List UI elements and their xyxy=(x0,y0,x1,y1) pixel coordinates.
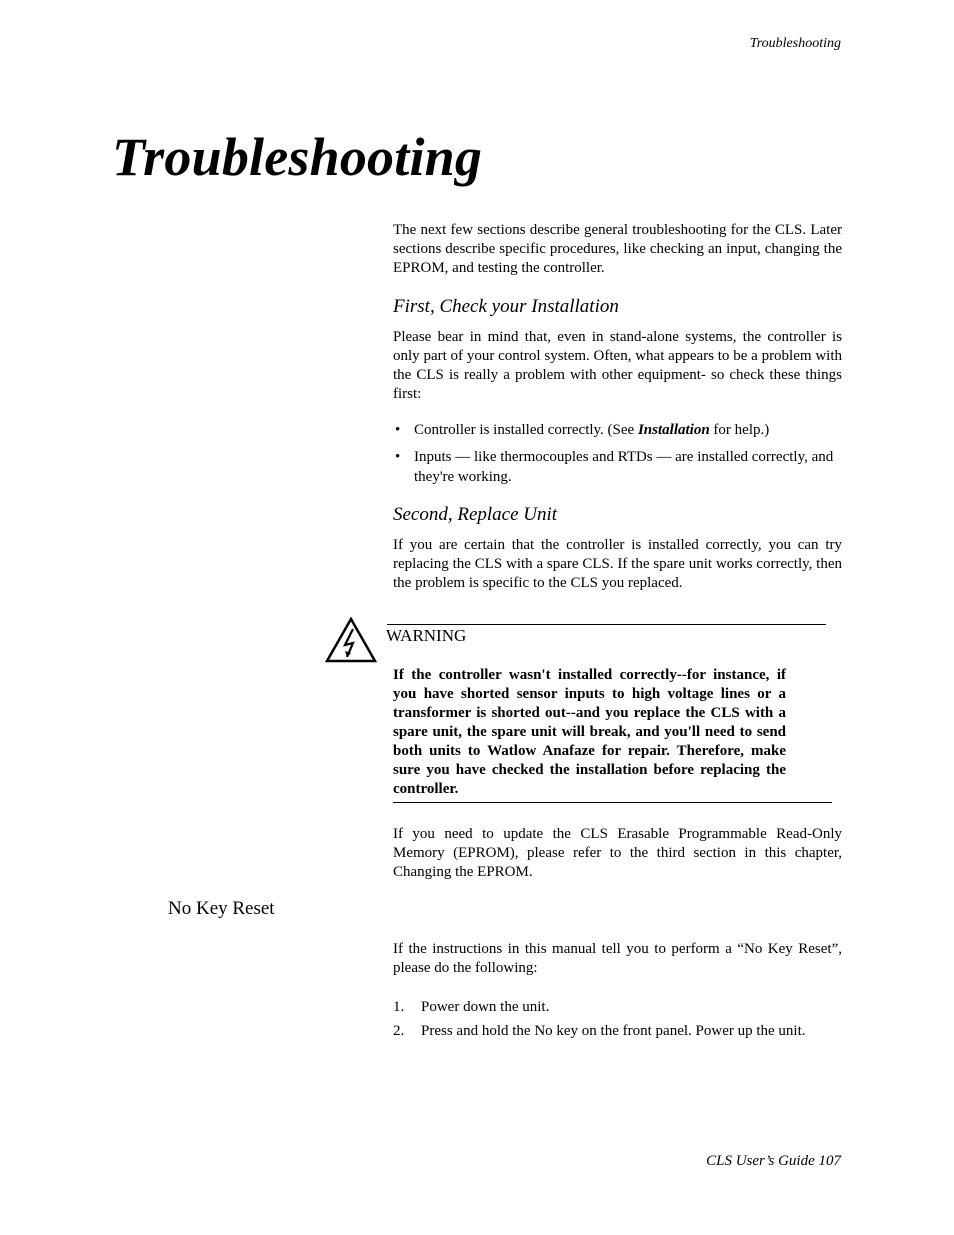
installation-reference: Installation xyxy=(637,422,710,438)
list-item: • Controller is installed correctly. (See Installation for help.) xyxy=(395,422,770,438)
warning-rule-bottom xyxy=(393,802,832,803)
no-key-reset-steps xyxy=(393,995,842,1043)
eprom-note-paragraph: If you need to update the CLS Erasable Programmable Read-Only Memory (EPROM), please refer to the third section in this chapter, Changing the EPROM. xyxy=(393,826,842,880)
chapter-title: Troubleshooting xyxy=(112,127,483,187)
list-item xyxy=(393,995,842,1019)
no-key-reset-intro: If the instructions in this manual tell you to perform a “No Key Reset”, please do the following: xyxy=(393,941,842,976)
running-header: Troubleshooting xyxy=(749,36,841,51)
section-heading-no-key-reset: No Key Reset xyxy=(168,898,275,919)
bullet-icon: • xyxy=(395,422,401,438)
section-heading-check-installation: First, Check your Installation xyxy=(393,296,619,317)
check-installation-paragraph: Please bear in mind that, even in stand-alone systems, the controller is only part of your control system. Often, what appears to be a problem with the CLS is really a problem with other equipment- so check these things first: xyxy=(393,329,842,402)
section-heading-replace-unit: Second, Replace Unit xyxy=(393,504,558,525)
step-number: 2. xyxy=(393,1023,405,1039)
list-item xyxy=(393,1019,842,1043)
warning-label: WARNING xyxy=(386,626,467,645)
step-text: Press and hold the No key on the front panel. Power up the unit. xyxy=(421,1023,806,1039)
step-text: Power down the unit. xyxy=(421,999,550,1015)
list-item: • Inputs — like thermocouples and RTDs — are installed correctly, and they're working. xyxy=(395,449,834,485)
step-number: 1. xyxy=(393,999,405,1015)
replace-unit-paragraph: If you are certain that the controller is installed correctly, you can try replacing the CLS with a spare CLS. If the spare unit works correctly, then the problem is specific to the CLS you replaced. xyxy=(393,537,842,591)
intro-paragraph: The next few sections describe general troubleshooting for the CLS. Later sections describe specific procedures, like checking an input, changing the EPROM, and testing the controller. xyxy=(393,222,842,276)
high-voltage-warning-icon xyxy=(325,617,377,663)
page-footer: CLS User’s Guide 107 xyxy=(706,1153,841,1169)
warning-body: If the controller wasn't installed correctly--for instance, if you have shorted sensor inputs to high voltage lines or a transformer is shorted out--and you replace the CLS with a spare unit, the spare unit will break, and you'll need to send both units to Watlow Anafaze for repair. Therefore, make sure you have checked the installation before replacing the controller. xyxy=(393,667,786,797)
warning-rule-top xyxy=(387,624,826,625)
check-list xyxy=(393,420,842,487)
bullet-icon: • xyxy=(395,449,401,465)
